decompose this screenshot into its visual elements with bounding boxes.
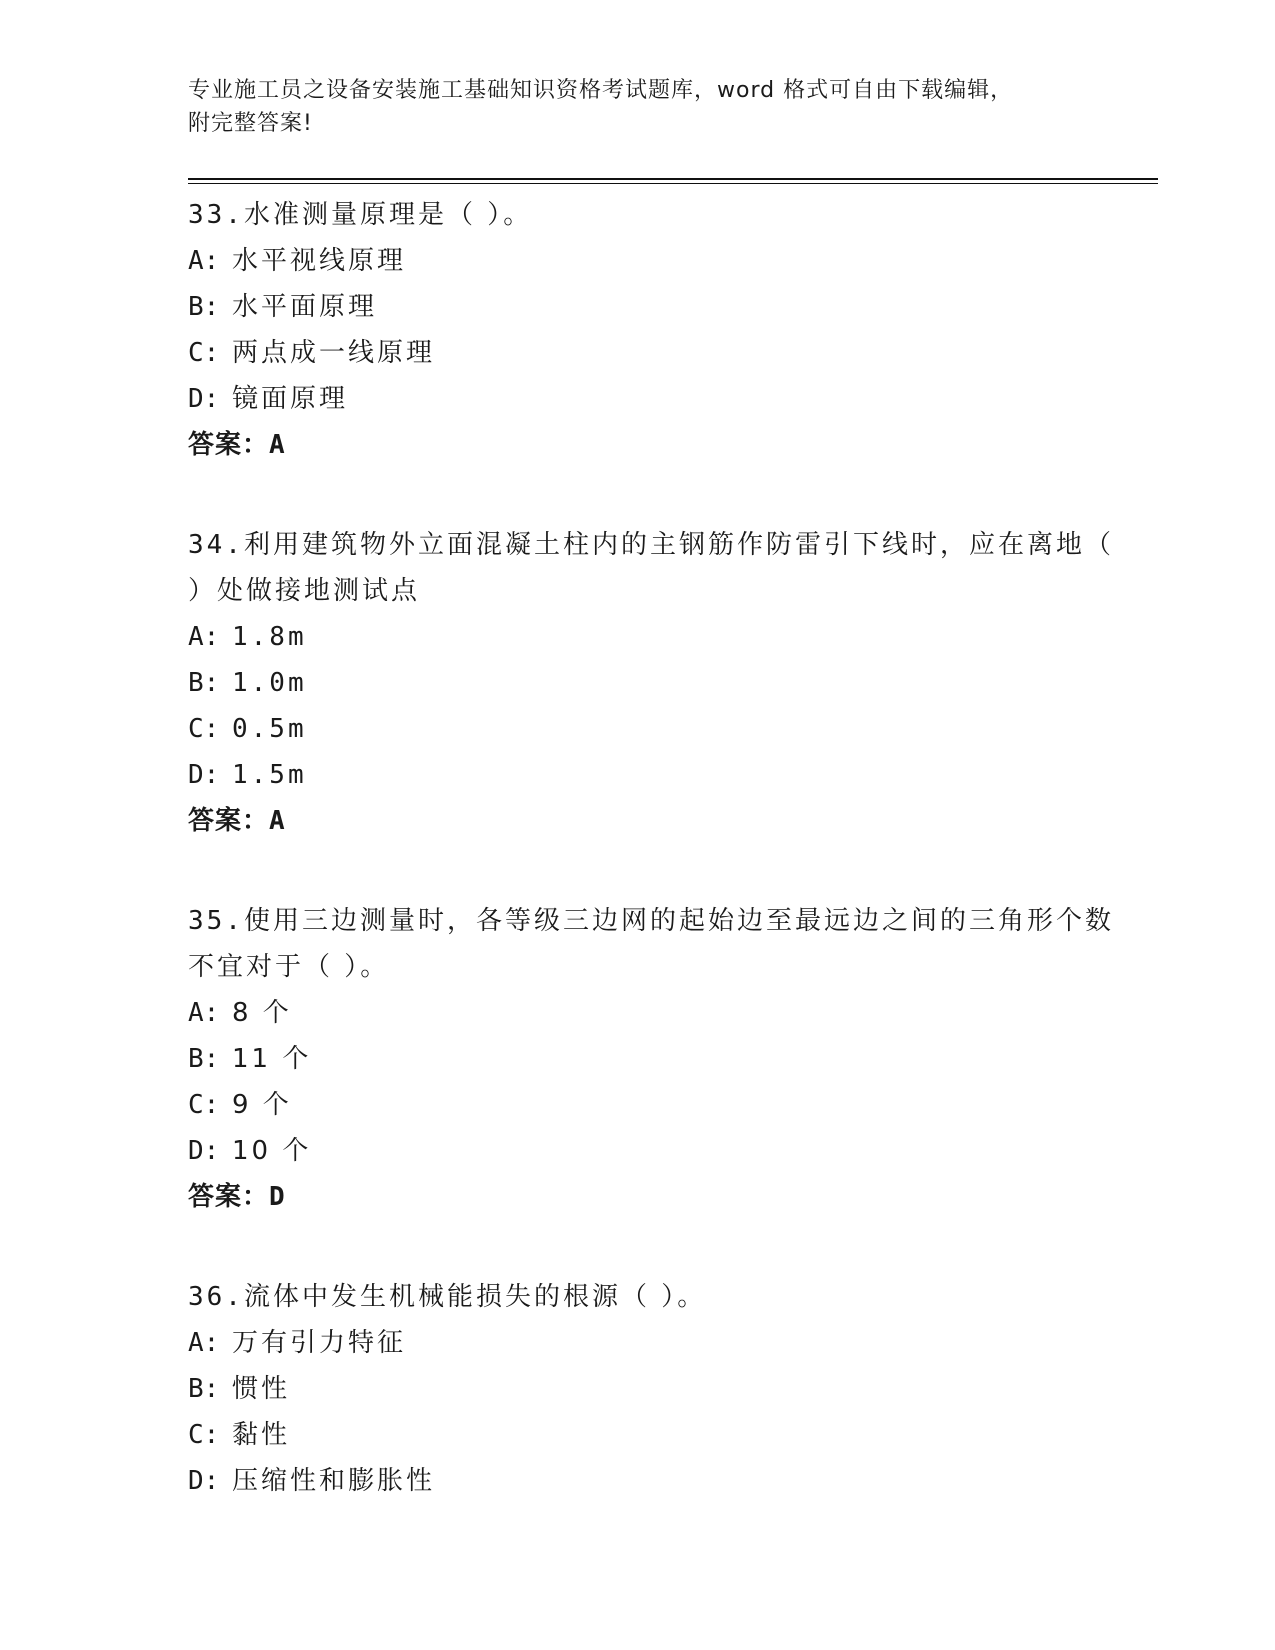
option-d [188, 1128, 1138, 1174]
question-33 [188, 192, 1138, 468]
option-text: 10 个 [232, 1136, 312, 1166]
option-letter: B: [188, 1044, 220, 1074]
option-b [188, 1366, 1138, 1412]
question-text: 水准测量原理是（ ）。 [243, 200, 533, 230]
option-a [188, 990, 1138, 1036]
question-text: 利用建筑物外立面混凝土柱内的主钢筋作防雷引下线时，应在离地（ ）处做接地测试点 [188, 530, 1114, 606]
answer-label: 答案： [188, 430, 270, 460]
question-stem [188, 192, 1138, 238]
option-c [188, 706, 1138, 752]
answer-label: 答案： [188, 1182, 270, 1212]
question-text: 使用三边测量时，各等级三边网的起始边至最远边之间的三角形个数不宜对于（ ）。 [188, 906, 1114, 982]
option-text: 万有引力特征 [232, 1328, 407, 1358]
option-d [188, 1458, 1138, 1504]
option-a [188, 614, 1138, 660]
option-text: 惯性 [232, 1374, 291, 1404]
option-text: 镜面原理 [232, 384, 349, 414]
header-line-2: 附完整答案! [188, 111, 313, 136]
option-text: 1.8m [232, 622, 307, 652]
option-letter: C: [188, 1420, 220, 1450]
option-letter: B: [188, 668, 220, 698]
option-letter: A: [188, 246, 220, 276]
header-rule-thick [188, 178, 1158, 180]
question-number: 33. [188, 200, 244, 230]
option-a [188, 1320, 1138, 1366]
option-a [188, 238, 1138, 284]
option-c [188, 1412, 1138, 1458]
option-letter: A: [188, 622, 220, 652]
answer-line [188, 798, 1138, 844]
answer-label: 答案： [188, 806, 270, 836]
option-text: 黏性 [232, 1420, 291, 1450]
answer-value: D [269, 1182, 286, 1212]
option-b [188, 660, 1138, 706]
question-36 [188, 1274, 1138, 1504]
question-stem [188, 1274, 1138, 1320]
option-letter: D: [188, 1136, 220, 1166]
option-text: 8 个 [232, 998, 292, 1028]
option-letter: C: [188, 1090, 220, 1120]
option-text: 1.5m [232, 760, 307, 790]
option-c [188, 1082, 1138, 1128]
option-letter: D: [188, 1466, 220, 1496]
option-text: 9 个 [232, 1090, 292, 1120]
question-34 [188, 522, 1138, 844]
option-letter: C: [188, 338, 220, 368]
option-letter: C: [188, 714, 220, 744]
option-text: 水平视线原理 [232, 246, 407, 276]
question-text: 流体中发生机械能损失的根源（ ）。 [243, 1282, 707, 1312]
option-b [188, 284, 1138, 330]
question-number: 36. [188, 1282, 244, 1312]
question-number: 35. [188, 906, 244, 936]
header-rule-thin [188, 183, 1158, 184]
option-letter: A: [188, 1328, 220, 1358]
option-text: 1.0m [232, 668, 307, 698]
header-line-1: 专业施工员之设备安装施工基础知识资格考试题库，word 格式可自由下载编辑， [188, 78, 1014, 103]
answer-line [188, 422, 1138, 468]
option-letter: B: [188, 1374, 220, 1404]
option-letter: A: [188, 998, 220, 1028]
option-d [188, 752, 1138, 798]
option-letter: D: [188, 384, 220, 414]
question-stem [188, 522, 1138, 614]
option-text: 两点成一线原理 [232, 338, 436, 368]
question-35 [188, 898, 1138, 1220]
document-header [188, 74, 1088, 140]
option-text: 水平面原理 [232, 292, 378, 322]
option-letter: B: [188, 292, 220, 322]
option-c [188, 330, 1138, 376]
answer-value: A [269, 430, 286, 460]
answer-value: A [269, 806, 286, 836]
option-text: 11 个 [232, 1044, 312, 1074]
option-text: 压缩性和膨胀性 [232, 1466, 436, 1496]
question-stem [188, 898, 1138, 990]
option-b [188, 1036, 1138, 1082]
answer-line [188, 1174, 1138, 1220]
question-list [188, 192, 1138, 1558]
option-letter: D: [188, 760, 220, 790]
question-number: 34. [188, 530, 244, 560]
option-text: 0.5m [232, 714, 307, 744]
option-d [188, 376, 1138, 422]
